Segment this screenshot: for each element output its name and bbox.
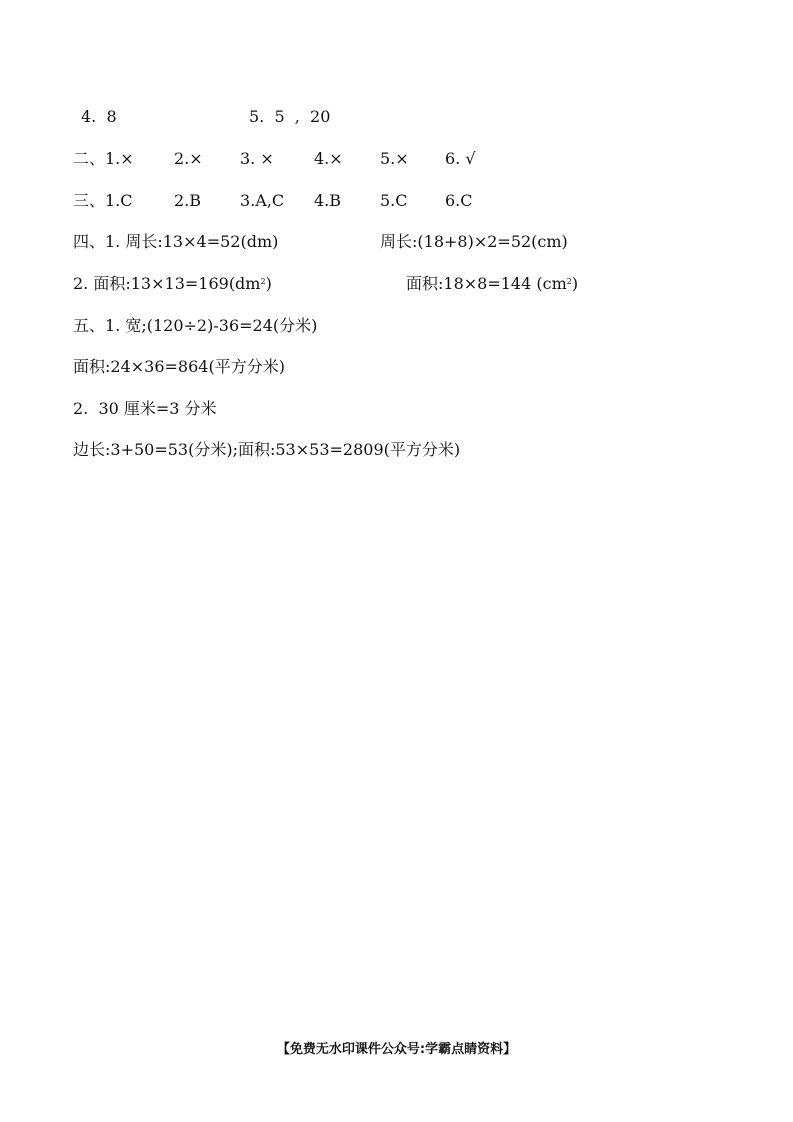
answer-item: 4.B <box>314 191 342 210</box>
formula-text: ) <box>265 274 272 293</box>
superscript: 2 <box>566 277 572 286</box>
answer-item: 6.C <box>445 191 473 210</box>
answer-item: 4.× <box>314 149 343 168</box>
formula-text: 面积:18×8=144 (cm <box>406 274 567 293</box>
answer-item: 三、1.C <box>73 191 133 210</box>
answer-item: 5. 5 , 20 <box>249 107 331 126</box>
answer-item: 2. 30 厘米=3 分米 <box>73 399 217 418</box>
formula-text: 2. 面积:13×13=169(dm <box>73 274 261 293</box>
answer-item: 面积:24×36=864(平方分米) <box>73 357 285 376</box>
answer-item <box>406 273 578 295</box>
answer-item: 边长:3+50=53(分米);面积:53×53=2809(平方分米) <box>73 440 461 459</box>
formula-text: ) <box>571 274 579 293</box>
answer-item: 3.A,C <box>240 191 285 210</box>
answer-item: 五、1. 宽;(120÷2)-36=24(分米) <box>73 316 318 335</box>
answer-item: 2.× <box>174 149 203 168</box>
answer-item: 3. × <box>240 149 274 168</box>
answer-item: 2.B <box>174 191 202 210</box>
footer-note: 【免费无水印课件公众号:学霸点睛资料】 <box>276 1042 517 1057</box>
answer-item <box>73 273 272 295</box>
answer-item: 周长:(18+8)×2=52(cm) <box>380 232 568 251</box>
answer-item: 5.C <box>380 191 408 210</box>
answer-item: 6. √ <box>445 149 476 168</box>
superscript: 2 <box>260 277 266 286</box>
answer-item: 四、1. 周长:13×4=52(dm) <box>73 232 279 251</box>
answer-item: 二、1.× <box>73 149 134 168</box>
answer-item: 5.× <box>380 149 409 168</box>
answer-item: 4. 8 <box>81 107 117 126</box>
